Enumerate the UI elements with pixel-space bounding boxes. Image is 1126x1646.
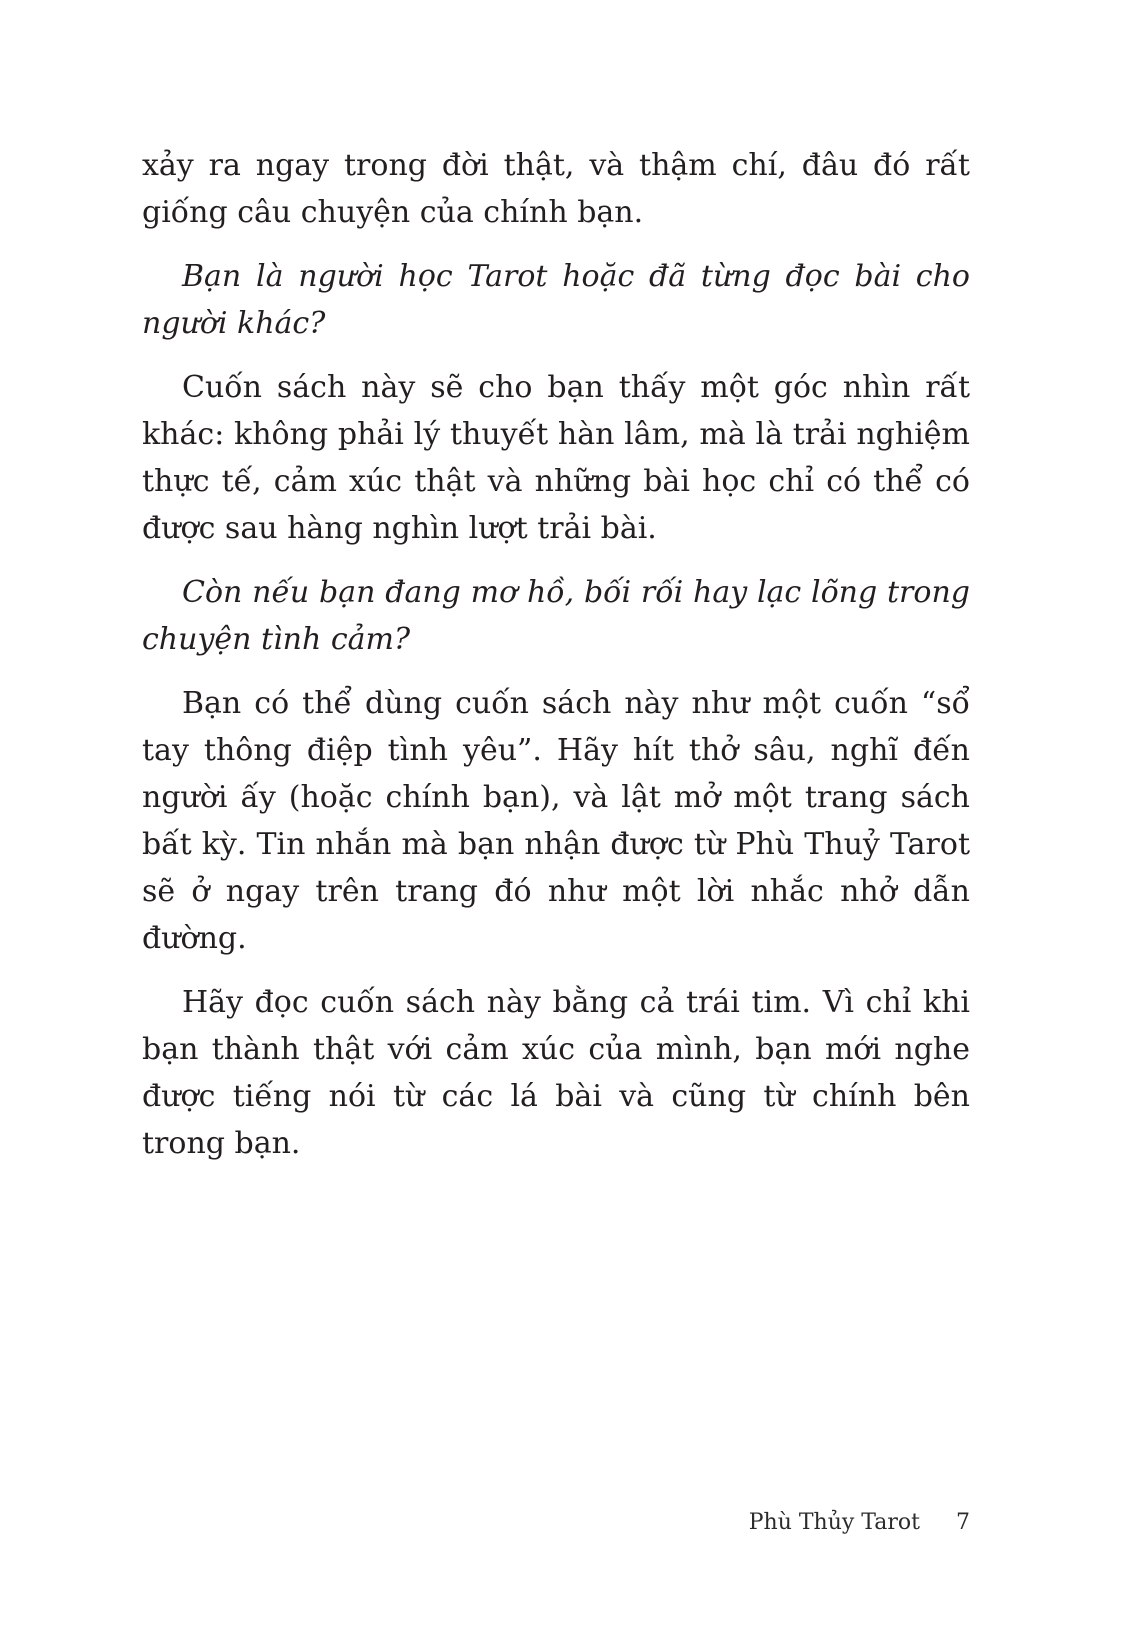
body-text <box>142 142 970 1184</box>
paragraph-read-with-heart: Hãy đọc cuốn sách này bằng cả trái tim. Vì chỉ khi bạn thành thật với cảm xúc của mình, bạn mới nghe được tiếng nói từ các lá bài và cũng từ chính bên trong bạn. <box>142 985 970 1161</box>
paragraph-love-handbook: Bạn có thể dùng cuốn sách này như một cuốn “sổ tay thông điệp tình yêu”. Hãy hít thở sâu, nghĩ đến người ấy (hoặc chính bạn), và lật mở một trang sách bất kỳ. Tin nhắn mà bạn nhận được từ Phù Thuỷ Tarot sẽ ở ngay trên trang đó như một lời nhắc nhở dẫn đường. <box>142 686 970 956</box>
paragraph-continuation: xảy ra ngay trong đời thật, và thậm chí, đâu đó rất giống câu chuyện của chính bạn. <box>142 148 970 230</box>
running-title: Phù Thủy Tarot <box>748 1510 920 1535</box>
paragraph-learner-answer: Cuốn sách này sẽ cho bạn thấy một góc nhìn rất khác: không phải lý thuyết hàn lâm, mà là trải nghiệm thực tế, cảm xúc thật và những bài học chỉ có thể có được sau hàng nghìn lượt trải bài. <box>142 370 970 546</box>
question-tarot-learner: Bạn là người học Tarot hoặc đã từng đọc bài cho người khác? <box>142 259 970 341</box>
page-footer <box>749 1508 970 1538</box>
question-confused-love: Còn nếu bạn đang mơ hồ, bối rối hay lạc lõng trong chuyện tình cảm? <box>142 575 970 657</box>
page-number: 7 <box>956 1510 970 1535</box>
